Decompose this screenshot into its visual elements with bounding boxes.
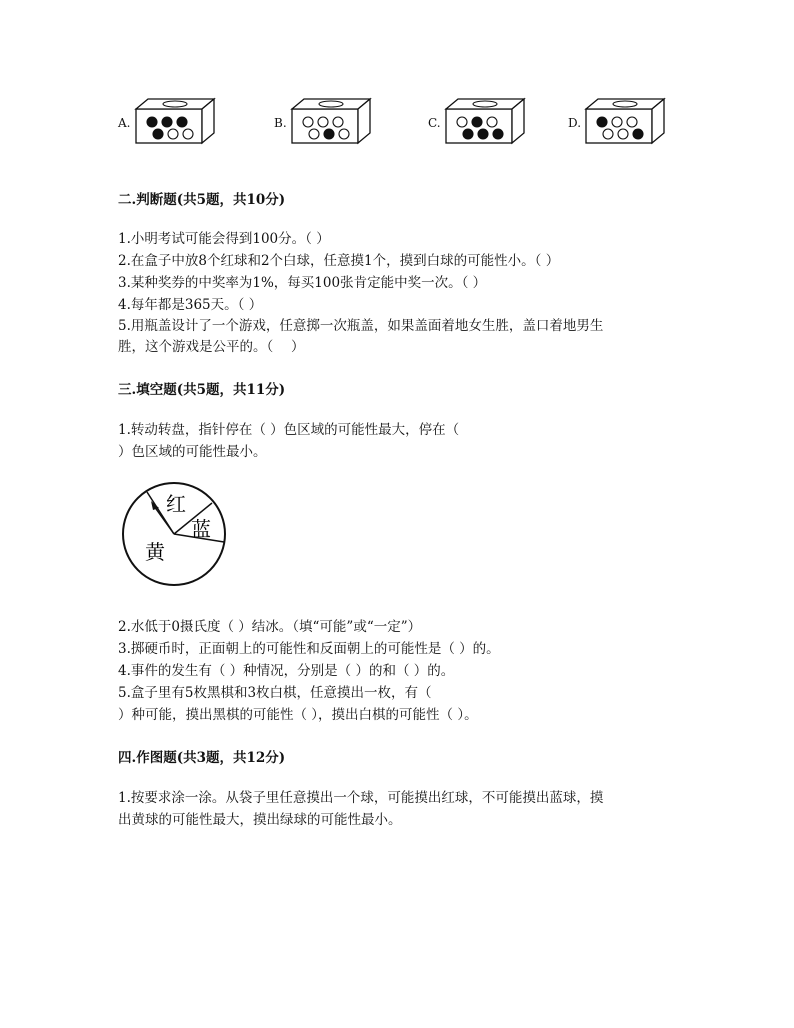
yellow-region-label: 黄 bbox=[145, 540, 165, 564]
ball-box-b bbox=[290, 97, 374, 145]
option-label-a: A. bbox=[118, 116, 131, 130]
draw-question-1: 1.按要求涂一涂。从袋子里任意摸出一个球，可能摸出红球，不可能摸出蓝球，摸 bbox=[118, 790, 604, 806]
black-ball bbox=[597, 117, 607, 127]
white-ball bbox=[303, 117, 313, 127]
black-ball bbox=[324, 129, 334, 139]
white-ball bbox=[487, 117, 497, 127]
white-ball bbox=[618, 129, 628, 139]
ball-box-d bbox=[584, 97, 668, 145]
black-ball bbox=[153, 129, 163, 139]
black-ball bbox=[472, 117, 482, 127]
box-opening bbox=[163, 101, 187, 107]
draw-question-1-cont: 出黄球的可能性最大，摸出绿球的可能性最小。 bbox=[118, 812, 402, 828]
judge-question-4: 4.每年都是365天。（ ） bbox=[118, 297, 263, 313]
box-opening bbox=[613, 101, 637, 107]
judge-question-5: 5.用瓶盖设计了一个游戏，任意掷一次瓶盖，如果盖面着地女生胜，盖口着地男生 bbox=[118, 318, 604, 334]
option-label-b: B. bbox=[274, 116, 287, 130]
fill-question-5-cont: ）种可能，摸出黑棋的可能性（ ），摸出白棋的可能性（ ）。 bbox=[118, 707, 478, 723]
ball-box-a bbox=[134, 97, 218, 145]
white-ball bbox=[318, 117, 328, 127]
white-ball bbox=[603, 129, 613, 139]
blue-region-label: 蓝 bbox=[191, 517, 211, 541]
black-ball bbox=[493, 129, 503, 139]
white-ball bbox=[309, 129, 319, 139]
judge-question-5-cont: 胜，这个游戏是公平的。（ ） bbox=[118, 339, 305, 355]
white-ball bbox=[457, 117, 467, 127]
fill-question-5: 5.盒子里有5枚黑棋和3枚白棋，任意摸出一枚，有（ bbox=[118, 685, 432, 701]
fill-question-1: 1.转动转盘，指针停在（ ）色区域的可能性最大，停在（ bbox=[118, 422, 460, 438]
section-3-heading: 三.填空题(共5题，共11分) bbox=[118, 382, 286, 398]
option-label-c: C. bbox=[428, 116, 441, 130]
fill-question-2: 2.水低于0摄氏度（ ）结冰。（填“可能”或“一定”） bbox=[118, 619, 422, 635]
spinner-diagram bbox=[118, 478, 230, 590]
box-opening bbox=[319, 101, 343, 107]
section-4-heading: 四.作图题(共3题，共12分) bbox=[118, 750, 286, 766]
black-ball bbox=[162, 117, 172, 127]
black-ball bbox=[633, 129, 643, 139]
black-ball bbox=[147, 117, 157, 127]
white-ball bbox=[333, 117, 343, 127]
black-ball bbox=[478, 129, 488, 139]
judge-question-3: 3.某种奖券的中奖率为1%，每买100张肯定能中奖一次。（ ） bbox=[118, 275, 487, 291]
white-ball bbox=[339, 129, 349, 139]
fill-question-3: 3.掷硬币时，正面朝上的可能性和反面朝上的可能性是（ ）的。 bbox=[118, 641, 500, 657]
white-ball bbox=[183, 129, 193, 139]
white-ball bbox=[612, 117, 622, 127]
white-ball bbox=[627, 117, 637, 127]
white-ball bbox=[168, 129, 178, 139]
judge-question-1: 1.小明考试可能会得到100分。（ ） bbox=[118, 231, 330, 247]
section-2-heading: 二.判断题(共5题，共10分) bbox=[118, 192, 286, 208]
black-ball bbox=[463, 129, 473, 139]
red-region-label: 红 bbox=[166, 492, 186, 516]
fill-question-4: 4.事件的发生有（ ）种情况，分别是（ ）的和（ ）的。 bbox=[118, 663, 455, 679]
judge-question-2: 2.在盒子中放8个红球和2个白球，任意摸1个，摸到白球的可能性小。（ ） bbox=[118, 253, 560, 269]
option-label-d: D. bbox=[568, 116, 582, 130]
black-ball bbox=[177, 117, 187, 127]
box-opening bbox=[473, 101, 497, 107]
fill-question-1-cont: ）色区域的可能性最小。 bbox=[118, 444, 267, 460]
ball-box-c bbox=[444, 97, 528, 145]
